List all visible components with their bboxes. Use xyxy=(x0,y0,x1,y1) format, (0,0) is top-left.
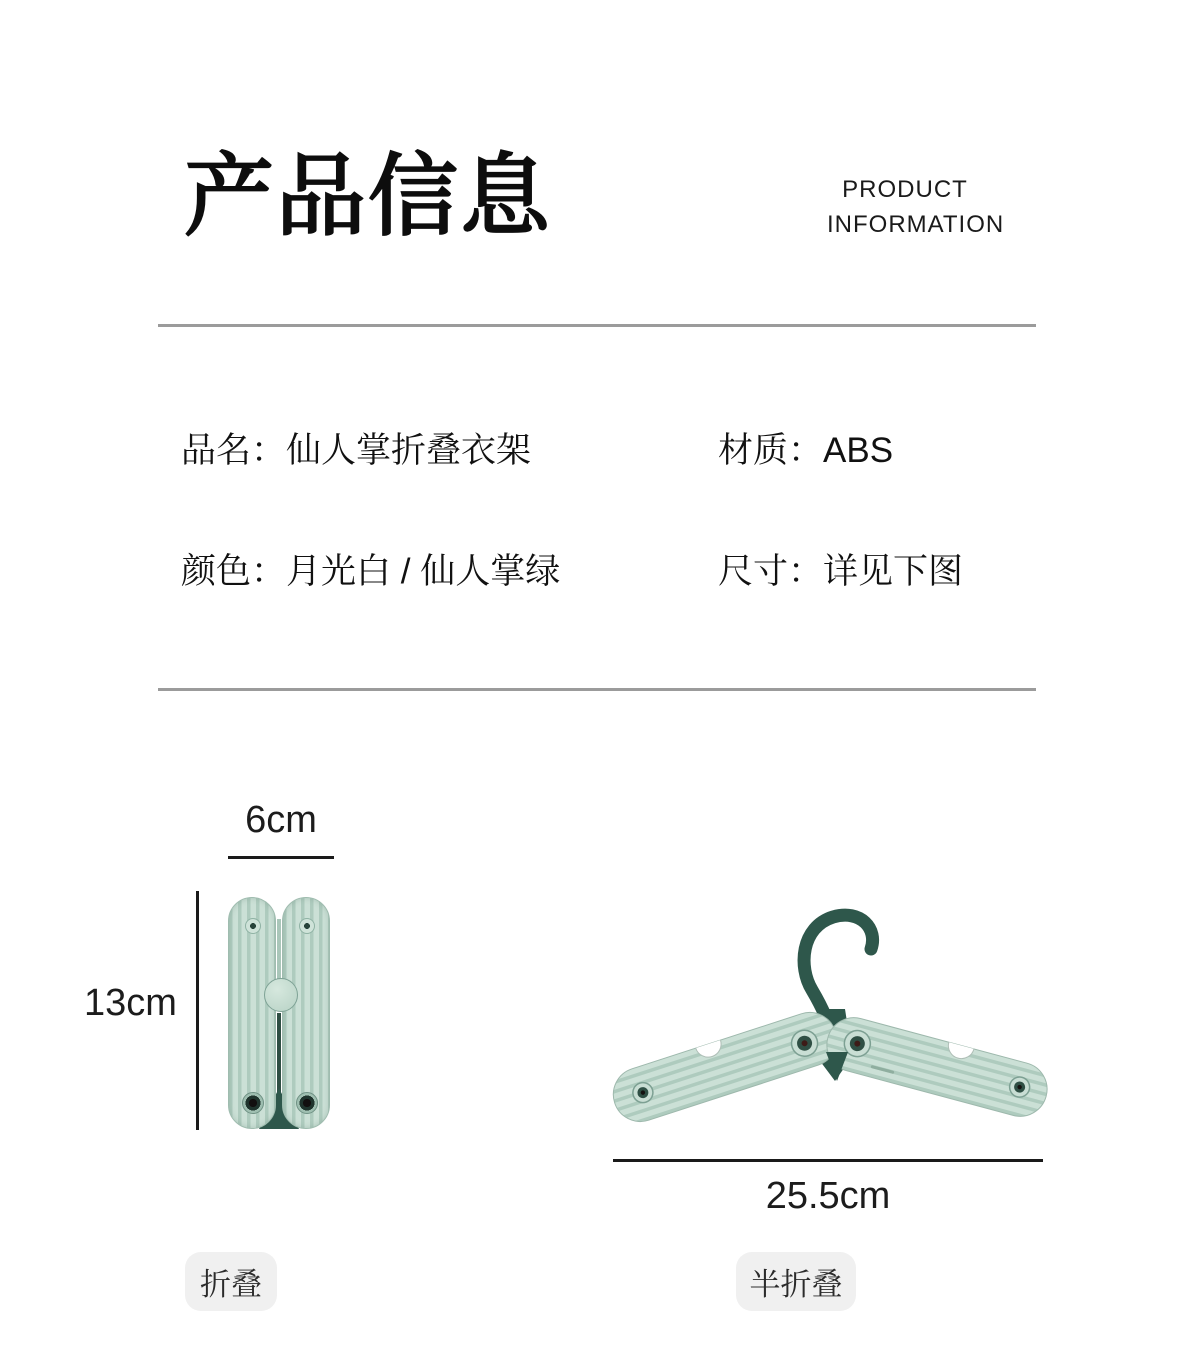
page-title-english xyxy=(827,172,1005,242)
spec-value: 月光白 / 仙人掌绿 xyxy=(286,552,561,591)
spec-value: ABS xyxy=(823,431,894,470)
spec-item-name xyxy=(181,428,531,474)
spec-item-material xyxy=(718,428,893,474)
hanger-arm-right xyxy=(821,999,1055,1122)
spec-label: 颜色： xyxy=(181,552,287,591)
hanger-seam-bottom xyxy=(277,1013,281,1093)
caption-half-folded: 半折叠 xyxy=(736,1252,856,1311)
dimension-width-half-folded: 25.5cm xyxy=(765,1175,891,1217)
spec-label: 材质： xyxy=(718,431,824,470)
spec-label: 品名： xyxy=(181,431,287,470)
divider-bottom xyxy=(158,688,1036,691)
screw-icon xyxy=(296,1092,318,1114)
screw-icon xyxy=(245,918,261,934)
dimension-line-width-folded xyxy=(228,856,334,859)
dimension-height-folded: 13cm xyxy=(84,982,177,1024)
dimension-line-height-folded xyxy=(196,891,199,1130)
dimension-line-width-half-folded xyxy=(613,1159,1043,1162)
spec-item-color xyxy=(181,549,560,595)
spec-value: 仙人掌折叠衣架 xyxy=(286,431,532,470)
hanger-arm-left xyxy=(602,993,843,1128)
spec-value: 详见下图 xyxy=(823,552,964,591)
hanger-center-button xyxy=(264,978,298,1012)
page-title-english-line1: PRODUCT xyxy=(842,176,968,203)
hanger-seam-top xyxy=(277,919,281,981)
screw-icon xyxy=(299,918,315,934)
half-folded-hanger-image xyxy=(595,895,1055,1140)
divider-top xyxy=(158,324,1036,327)
spec-item-size xyxy=(718,549,963,595)
folded-hanger-image xyxy=(228,897,330,1129)
dimension-width-folded: 6cm xyxy=(245,799,317,841)
caption-folded: 折叠 xyxy=(185,1252,277,1311)
page-title-english-line2: INFORMATION xyxy=(827,211,1005,238)
screw-icon xyxy=(242,1092,264,1114)
spec-label: 尺寸： xyxy=(718,552,824,591)
page-title: 产品信息 xyxy=(184,147,552,247)
